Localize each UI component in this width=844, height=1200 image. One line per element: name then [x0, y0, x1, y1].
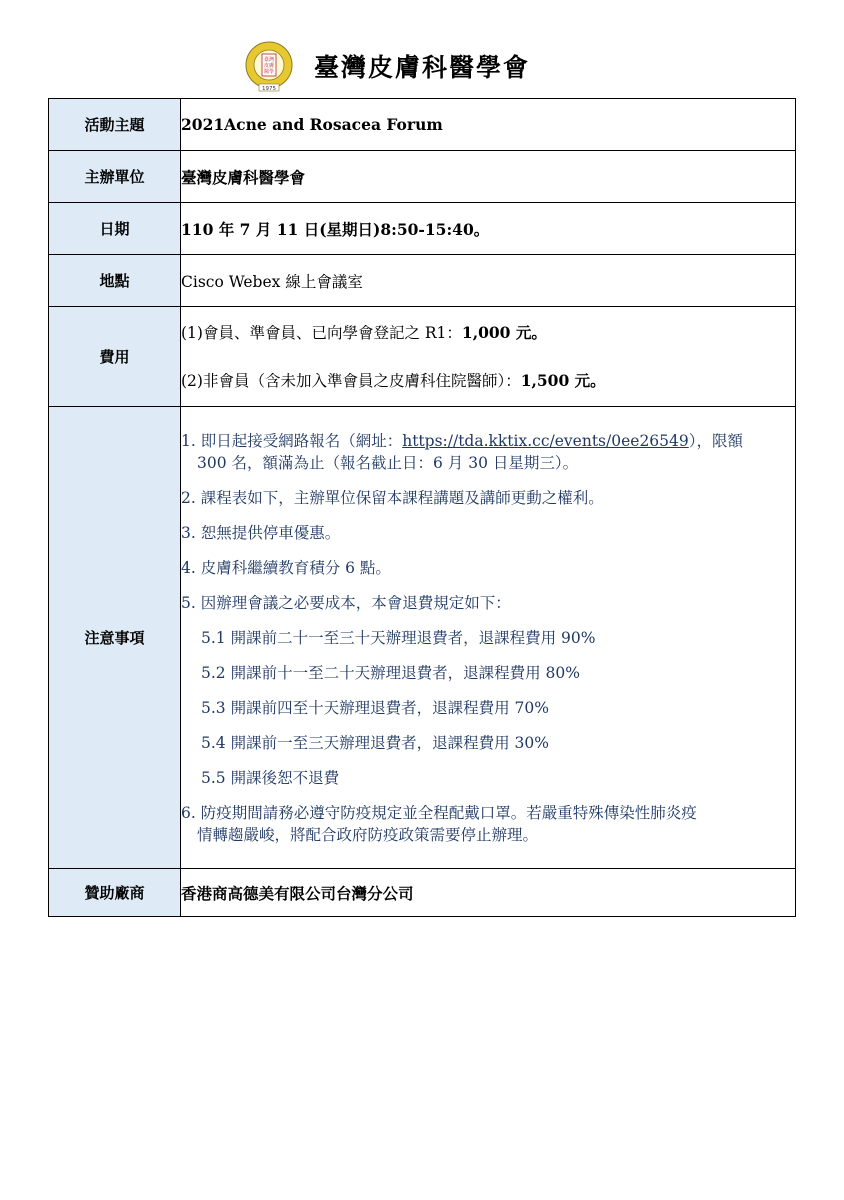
note-1: [181, 430, 795, 474]
note-2: 2. 課程表如下，主辦單位保留本課程講題及講師更動之權利。: [181, 488, 604, 507]
note-1-continued: 300 名，額滿為止（報名截止日：6 月 30 日星期三）。: [197, 453, 579, 472]
org-title: 臺灣皮膚科醫學會: [314, 53, 531, 82]
note-1-text: 1. 即日起接受網路報名（網址：: [181, 431, 403, 450]
society-seal-icon: [244, 40, 294, 92]
label-venue: 地點: [49, 255, 181, 307]
fee-nonmember-amount: 1,500 元。: [520, 370, 606, 390]
row-topic: [49, 99, 796, 151]
label-sponsor: 贊助廠商: [49, 869, 181, 917]
row-sponsor: [49, 869, 796, 917]
fee-nonmember-text: (2)非會員（含未加入準會員之皮膚科住院醫師）：: [181, 371, 521, 390]
note-6-text: 6. 防疫期間請務必遵守防疫規定並全程配戴口罩。若嚴重特殊傳染性肺炎疫: [181, 803, 697, 822]
note-3: 3. 恕無提供停車優惠。: [181, 523, 341, 542]
fee-member-amount: 1,000 元。: [461, 322, 547, 342]
note-5-3: 5.3 開課前四至十天辦理退費者，退課程費用 70%: [201, 698, 549, 717]
note-1-after-link: ），限額: [688, 431, 744, 450]
note-5-5: 5.5 開課後恕不退費: [201, 768, 340, 787]
value-venue: Cisco Webex 線上會議室: [181, 255, 796, 307]
label-fee: 費用: [49, 307, 181, 407]
page-header: [0, 38, 844, 98]
value-sponsor: 香港商高德美有限公司台灣分公司: [181, 869, 796, 917]
row-notes: [49, 407, 796, 869]
value-date: 110 年 7 月 11 日(星期日)8:50-15:40。: [181, 203, 796, 255]
value-notes: [181, 407, 796, 869]
note-5-4: 5.4 開課前一至三天辦理退費者，退課程費用 30%: [201, 733, 549, 752]
svg-text:醫學: 醫學: [263, 69, 275, 75]
note-4: 4. 皮膚科繼續教育積分 6 點。: [181, 558, 391, 577]
fee-nonmember-line: [181, 371, 795, 391]
svg-text:皮膚: 皮膚: [263, 63, 275, 69]
registration-link[interactable]: https://tda.kktix.cc/events/0ee26549: [402, 431, 689, 450]
label-notes: 注意事項: [49, 407, 181, 869]
value-organizer: 臺灣皮膚科醫學會: [181, 151, 796, 203]
fee-member-line: [181, 323, 795, 343]
note-5-1: 5.1 開課前二十一至三十天辦理退費者，退課程費用 90%: [201, 628, 596, 647]
row-organizer: [49, 151, 796, 203]
note-6-continued: 情轉趨嚴峻，將配合政府防疫政策需要停止辦理。: [197, 825, 539, 844]
label-topic: 活動主題: [49, 99, 181, 151]
value-fee: [181, 307, 796, 407]
row-fee: [49, 307, 796, 407]
label-organizer: 主辦單位: [49, 151, 181, 203]
event-info-table: [48, 98, 796, 917]
svg-text:1975: 1975: [262, 86, 276, 92]
svg-text:臺灣: 臺灣: [263, 57, 275, 63]
value-topic: 2021Acne and Rosacea Forum: [181, 99, 796, 151]
note-5-2: 5.2 開課前十一至二十天辦理退費者，退課程費用 80%: [201, 663, 580, 682]
row-date: [49, 203, 796, 255]
row-venue: [49, 255, 796, 307]
note-5: 5. 因辦理會議之必要成本，本會退費規定如下：: [181, 593, 511, 612]
note-6: [181, 802, 795, 846]
label-date: 日期: [49, 203, 181, 255]
fee-member-text: (1)會員、準會員、已向學會登記之 R1：: [181, 323, 462, 342]
